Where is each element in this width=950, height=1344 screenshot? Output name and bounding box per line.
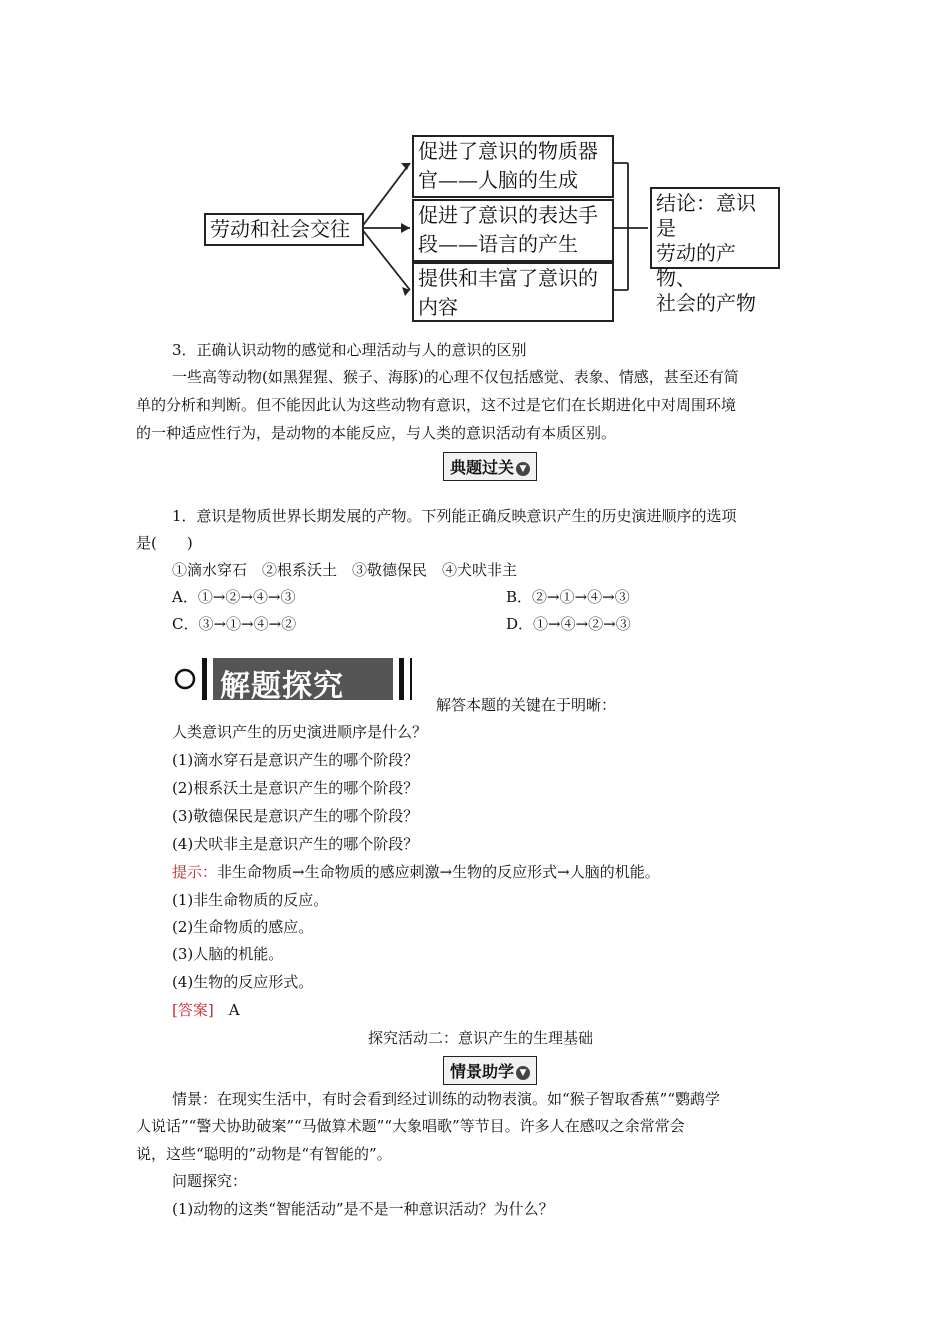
answer-line [172,996,852,1024]
section-badge-qingjing [443,1056,537,1085]
option-d: D．①→④→②→③ [506,615,631,633]
option-b: B．②→①→④→③ [506,588,630,606]
option-a: A．①→②→④→③ [172,588,296,606]
down-triangle-icon: ▼ [516,1066,530,1080]
right-box-line-1: 结论：意识是 [656,191,756,240]
question-items: ①滴水穿石 ②根系沃土 ③敬德保民 ④犬吠非主 [172,561,518,579]
question-line-2: 是( ) [136,534,193,552]
analysis-line-1: (1)滴水穿石是意识产生的哪个阶段？ [172,751,419,769]
activity2-line-4: 问题探究： [172,1172,248,1190]
mid-box-2-line-2: 段——语言的产生 [418,232,578,256]
analysis-line-4: (4)犬吠非主是意识产生的哪个阶段？ [172,835,419,853]
banner-title: 解题探究 [220,669,344,704]
activity2-title: 探究活动二：意识产生的生理基础 [368,1029,594,1047]
hint-label: 提示： [172,863,218,881]
section-badge-dianti [443,452,537,481]
activity2-line-1: 情景：在现实生活中，有时会看到经过训练的动物表演。如“猴子智取香蕉”“鹦鹉学 [172,1090,721,1108]
right-box-line-3: 社会的产物 [656,291,756,315]
analysis-line-0: 人类意识产生的历史演进顺序是什么？ [172,723,428,741]
mid-box-3-line-1: 提供和丰富了意识的 [418,266,598,290]
analysis-banner [172,652,427,702]
hint-line-4: (4)生物的反应形式。 [172,973,314,991]
section3-line-1: 一些高等动物(如黑猩猩、猴子、海豚)的心理不仅包括感觉、表象、情感，甚至还有简 [172,368,739,386]
option-c: C．③→①→④→② [172,615,297,633]
answer-value: A [228,1001,240,1019]
section3-line-2: 单的分析和判断。但不能因此认为这些动物有意识，这不过是它们在长期进化中对周围环境 [136,396,737,414]
badge2-label: 情景助学 [450,1062,515,1081]
question-line-1: 1．意识是物质世界长期发展的产物。下列能正确反映意识产生的历史演进顺序的选项 [172,507,737,525]
diagram-mid-box-3 [412,262,614,322]
activity2-line-3: 说，这些“聪明的”动物是“有智能的”。 [136,1145,392,1163]
mid-box-2-line-1: 促进了意识的表达手 [418,203,598,227]
analysis-intro: 解答本题的关键在于明晰： [436,696,617,714]
hint-line-2: (2)生命物质的感应。 [172,918,314,936]
hint-line-3: (3)人脑的机能。 [172,945,284,963]
mid-box-1-line-1: 促进了意识的物质器 [418,139,598,163]
down-triangle-icon: ▼ [516,462,530,476]
hint-text: 非生命物质→生命物质的感应刺激→生物的反应形式→人脑的机能。 [217,863,660,881]
diagram-mid-box-2 [412,199,614,262]
diagram-left-label: 劳动和社会交往 [210,217,350,241]
analysis-line-2: (2)根系沃土是意识产生的哪个阶段？ [172,779,419,797]
mid-box-1-line-2: 官——人脑的生成 [418,168,578,192]
section3-heading: 3．正确认识动物的感觉和心理活动与人的意识的区别 [172,341,527,359]
activity2-line-2: 人说话”“警犬协助破案”“马做算术题”“大象唱歌”等节目。许多人在感叹之余常常会 [136,1117,685,1135]
diagram-left-box [204,213,364,246]
analysis-line-3: (3)敬德保民是意识产生的哪个阶段？ [172,807,419,825]
right-box-line-2: 劳动的产物、 [656,241,736,290]
activity2-line-5: (1)动物的这类“智能活动”是不是一种意识活动？为什么？ [172,1200,554,1218]
diagram-mid-box-1 [412,135,614,198]
answer-label: [答案] [172,1001,214,1019]
hint-line-1: (1)非生命物质的反应。 [172,891,329,909]
mid-box-3-line-2: 内容 [418,295,458,319]
section3-line-3: 的一种适应性行为，是动物的本能反应，与人类的意识活动有本质区别。 [136,424,617,442]
hint-line [172,858,852,886]
concept-diagram [196,125,796,330]
badge-label: 典题过关 [450,458,515,477]
diagram-right-box [650,187,780,315]
